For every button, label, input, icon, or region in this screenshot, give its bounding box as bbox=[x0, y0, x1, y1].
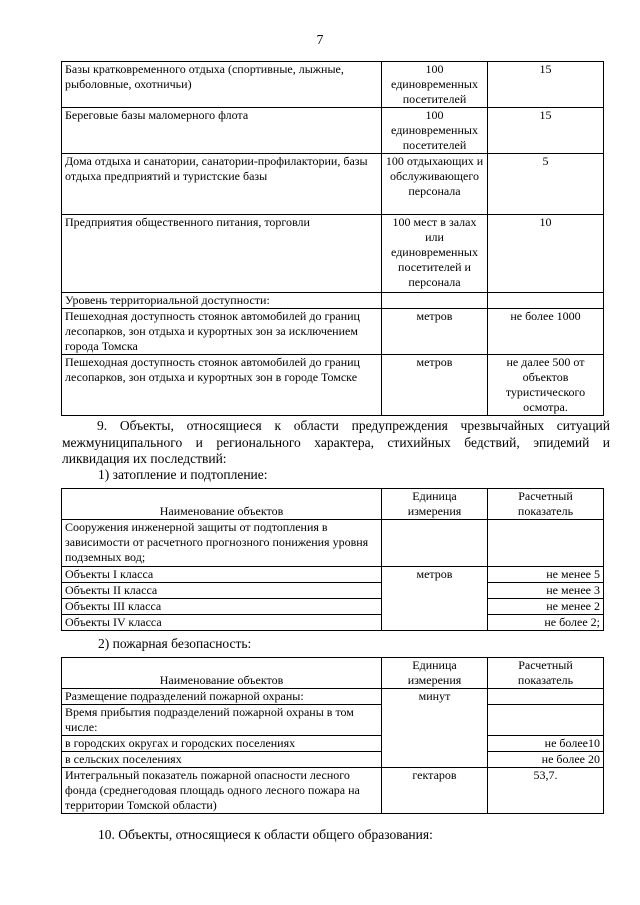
row-name: Объекты III класса bbox=[62, 599, 382, 615]
row-value: 15 bbox=[488, 108, 604, 154]
header-value: Расчетный показатель bbox=[488, 658, 604, 689]
row-unit: метров bbox=[382, 309, 488, 355]
row-value: не менее 2 bbox=[488, 599, 604, 615]
subheading-fire-safety: 2) пожарная безопасность: bbox=[98, 636, 252, 651]
table-row bbox=[62, 705, 604, 736]
subheading-flooding: 1) затопление и подтопление: bbox=[98, 467, 268, 482]
row-value: не менее 5 bbox=[488, 567, 604, 583]
row-name: Предприятия общественного питания, торговли bbox=[62, 215, 382, 293]
row-name: Объекты II класса bbox=[62, 583, 382, 599]
section-9-line: межмуниципального и регионального характера, стихийных бедствий, эпидемий и bbox=[62, 434, 610, 450]
table-row bbox=[62, 583, 604, 599]
header-value: Расчетный показатель bbox=[488, 489, 604, 520]
row-name: Интегральный показатель пожарной опасности лесного фонда (среднегодовая площадь одного лесного пожара на территории Томской области) bbox=[62, 768, 382, 814]
recreation-table bbox=[61, 61, 604, 416]
row-value: не менее 3 bbox=[488, 583, 604, 599]
header-row bbox=[62, 489, 604, 520]
section-10-heading: 10. Объекты, относящиеся к области общего образования: bbox=[98, 827, 433, 842]
table-row bbox=[62, 215, 604, 293]
row-value: не более 20 bbox=[488, 752, 604, 768]
row-name: в сельских поселениях bbox=[62, 752, 382, 768]
row-unit: гектаров bbox=[382, 768, 488, 814]
header-row bbox=[62, 658, 604, 689]
row-name: Пешеходная доступность стоянок автомобилей до границ лесопарков, зон отдыха и курортных зон за исключением города Томска bbox=[62, 309, 382, 355]
row-unit: 100 отдыхающих и обслуживающего персонала bbox=[382, 154, 488, 215]
header-name: Наименование объектов bbox=[62, 658, 382, 689]
table-row bbox=[62, 768, 604, 814]
arrival-label: Время прибытия подразделений пожарной охраны в том числе: bbox=[62, 705, 382, 736]
section-9-paragraph bbox=[62, 418, 610, 468]
group-label: Сооружения инженерной защиты от подтопления в зависимости от расчетного прогнозного понижения уровня подземных вод; bbox=[62, 520, 382, 567]
row-name: Дома отдыха и санатории, санатории-профилактории, базы отдыха предприятий и туристские базы bbox=[62, 154, 382, 215]
table-row bbox=[62, 599, 604, 615]
table-row bbox=[62, 355, 604, 416]
row-name: Береговые базы маломерного флота bbox=[62, 108, 382, 154]
row-value: не более 1000 bbox=[488, 309, 604, 355]
header-name: Наименование объектов bbox=[62, 489, 382, 520]
header-unit: Единица измерения bbox=[382, 489, 488, 520]
row-name: в городских округах и городских поселениях bbox=[62, 736, 382, 752]
row-name: Базы кратковременного отдыха (спортивные, лыжные, рыболовные, охотничьи) bbox=[62, 62, 382, 108]
table-row bbox=[62, 520, 604, 567]
flooding-table bbox=[61, 488, 604, 631]
row-value: 10 bbox=[488, 215, 604, 293]
table-row bbox=[62, 154, 604, 215]
row-value: не более10 bbox=[488, 736, 604, 752]
table-row bbox=[62, 108, 604, 154]
placement-label: Размещение подразделений пожарной охраны: bbox=[62, 689, 382, 705]
row-value: не более 2; bbox=[488, 615, 604, 631]
table-row bbox=[62, 689, 604, 705]
page-number: 7 bbox=[316, 32, 324, 47]
table-row bbox=[62, 736, 604, 752]
access-header: Уровень территориальной доступности: bbox=[62, 293, 382, 309]
unit-cell: минут bbox=[382, 689, 488, 768]
header-unit: Единица измерения bbox=[382, 658, 488, 689]
row-value: 15 bbox=[488, 62, 604, 108]
row-value: 53,7. bbox=[488, 768, 604, 814]
row-name: Пешеходная доступность стоянок автомобилей до границ лесопарков, зон отдыха и курортных зон в городе Томске bbox=[62, 355, 382, 416]
row-name: Объекты I класса bbox=[62, 567, 382, 583]
table-row bbox=[62, 293, 604, 309]
table-row bbox=[62, 567, 604, 583]
section-9-line: ликвидация их последствий: bbox=[62, 451, 227, 466]
table-row bbox=[62, 62, 604, 108]
row-unit: 100 единовременных посетителей bbox=[382, 62, 488, 108]
unit-cell: метров bbox=[382, 567, 488, 631]
section-9-line: 9. Объекты, относящиеся к области предупреждения чрезвычайных ситуаций bbox=[97, 418, 610, 433]
row-unit: метров bbox=[382, 355, 488, 416]
table-row bbox=[62, 309, 604, 355]
row-name: Объекты IV класса bbox=[62, 615, 382, 631]
table-row bbox=[62, 615, 604, 631]
row-unit: 100 единовременных посетителей bbox=[382, 108, 488, 154]
row-value: не далее 500 от объектов туристического осмотра. bbox=[488, 355, 604, 416]
row-unit: 100 мест в залах или единовременных посетителей и персонала bbox=[382, 215, 488, 293]
row-value: 5 bbox=[488, 154, 604, 215]
fire-safety-table bbox=[61, 657, 604, 814]
table-row bbox=[62, 752, 604, 768]
